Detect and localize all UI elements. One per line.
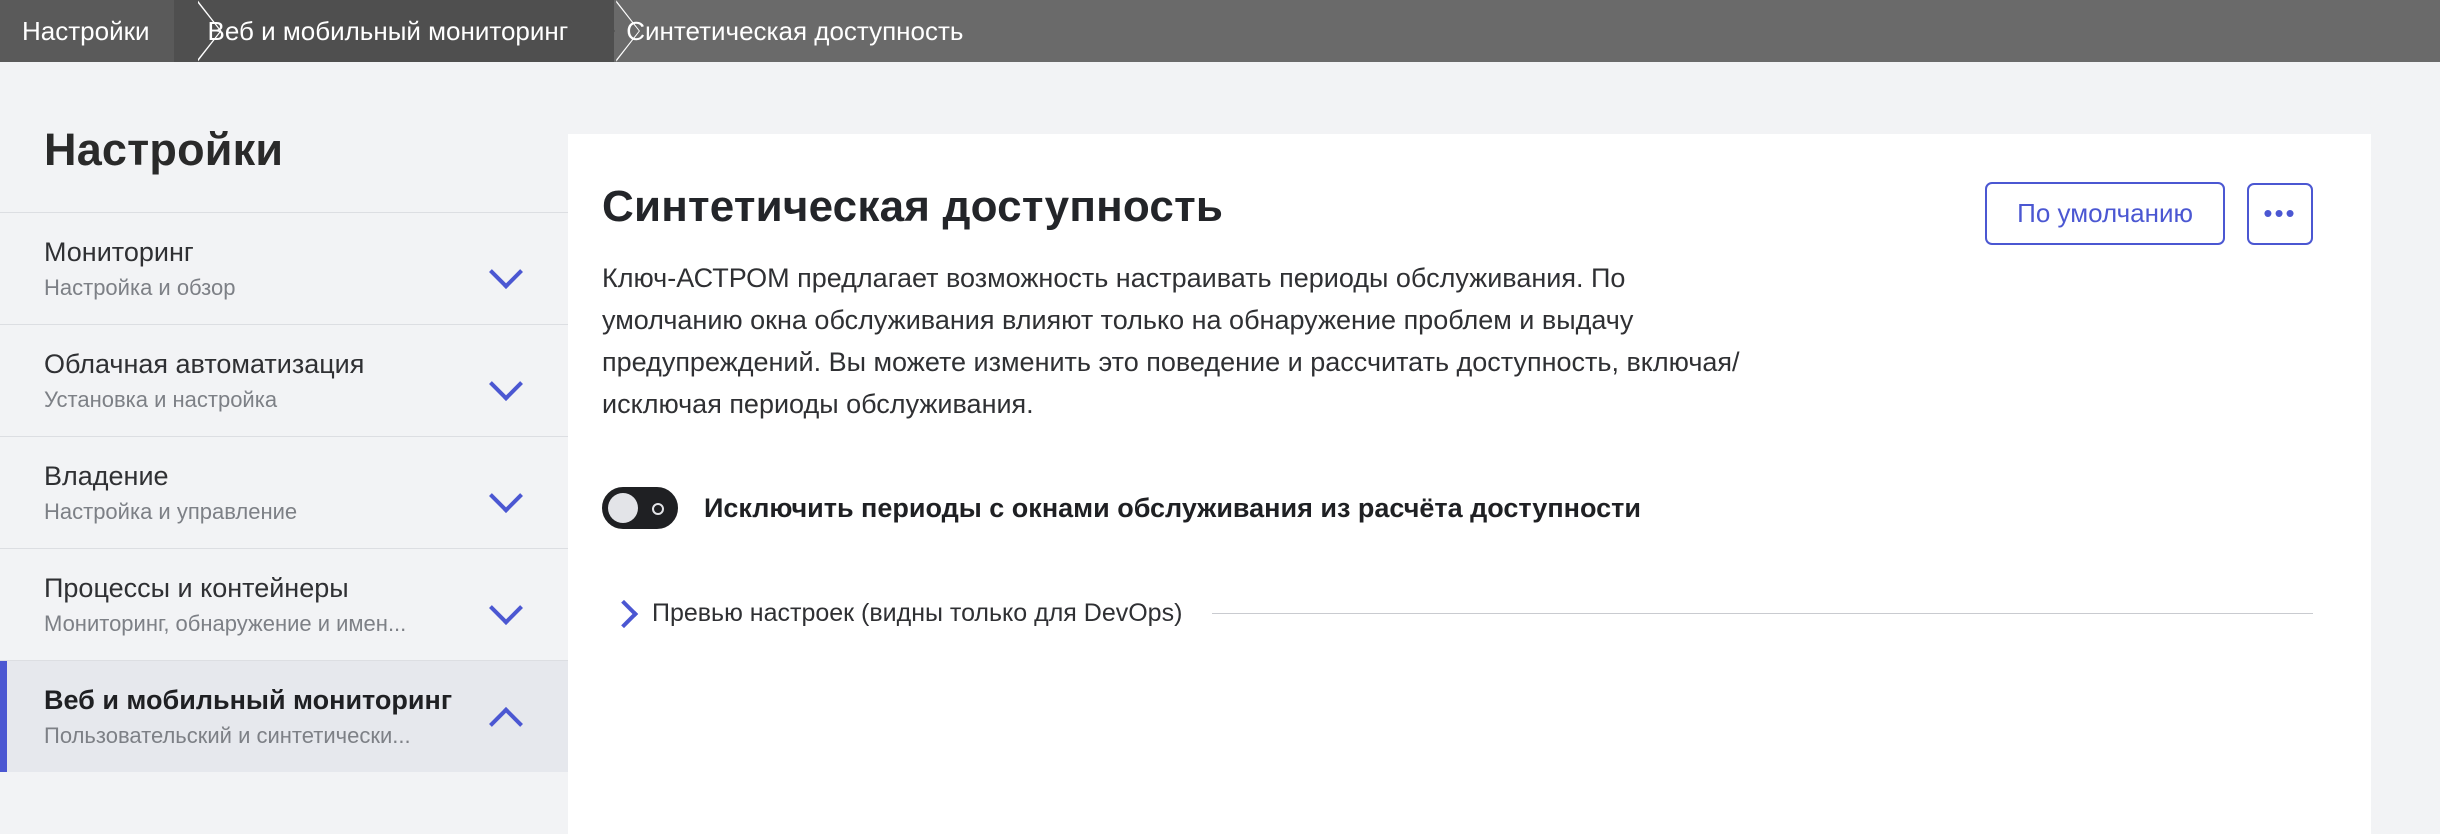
exclude-maintenance-toggle-label: Исключить периоды с окнами обслуживания из расчёта доступности: [704, 492, 1641, 523]
breadcrumb-item-label: Синтетическая доступность: [626, 15, 964, 46]
sidebar-item-label: Мониторинг: [44, 236, 194, 267]
exclude-maintenance-toggle-row: [602, 487, 2313, 529]
chevron-down-icon[interactable]: [490, 252, 524, 286]
sidebar-item-label: Облачная автоматизация: [44, 348, 365, 379]
breadcrumb-item-label: Настройки: [22, 15, 150, 46]
sidebar: [0, 62, 568, 834]
chevron-down-icon[interactable]: [490, 364, 524, 398]
settings-preview-label: Превью настроек (видны только для DevOps): [652, 599, 1183, 628]
sidebar-item-monitoring[interactable]: [0, 212, 568, 324]
sidebar-title: Настройки: [44, 124, 284, 175]
sidebar-item-label: Владение: [44, 460, 169, 491]
sidebar-item-web-mobile-monitoring[interactable]: [0, 660, 568, 772]
settings-preview-section[interactable]: [602, 599, 2313, 628]
sidebar-item-sublabel: Установка и настройка: [44, 386, 278, 412]
exclude-maintenance-toggle[interactable]: [602, 487, 678, 529]
sidebar-item-label: Веб и мобильный мониторинг: [44, 684, 453, 715]
settings-card: [568, 134, 2371, 834]
toggle-knob: [608, 493, 638, 523]
more-options-icon[interactable]: •••: [2247, 183, 2313, 245]
content-area: [568, 62, 2440, 834]
chevron-down-icon[interactable]: [490, 476, 524, 510]
chevron-up-icon[interactable]: [490, 700, 524, 734]
sidebar-item-ownership[interactable]: [0, 436, 568, 548]
card-header: [602, 182, 2313, 258]
chevron-down-icon[interactable]: [490, 588, 524, 622]
page-title: Синтетическая доступность: [602, 182, 1224, 231]
breadcrumb-item-settings[interactable]: [0, 0, 196, 62]
sidebar-item-sublabel: Настройка и обзор: [44, 274, 236, 300]
page-description: Ключ-АСТРОМ предлагает возможность настраивать периоды обслуживания. По умолчанию окна обслуживания влияют только на обнаружение проблем и выдачу предупреждений. Вы можете изменить это поведение и рассчитать доступность, включая/исключая периоды обслуживания.: [602, 263, 1740, 419]
page-body: [0, 62, 2440, 834]
set-default-button[interactable]: По умолчанию: [1985, 182, 2225, 245]
sidebar-item-label: Процессы и контейнеры: [44, 572, 349, 603]
breadcrumb-item-label: Веб и мобильный мониторинг: [207, 15, 569, 46]
breadcrumb-item-web-mobile-monitoring[interactable]: [174, 0, 615, 62]
toggle-off-indicator-icon: [652, 503, 664, 515]
sidebar-item-cloud-automation[interactable]: [0, 324, 568, 436]
breadcrumb-item-synthetic-availability[interactable]: [592, 0, 993, 62]
sidebar-item-sublabel: Мониторинг, обнаружение и имен...: [44, 610, 407, 636]
sidebar-item-sublabel: Настройка и управление: [44, 498, 298, 524]
section-divider: [1212, 613, 2313, 614]
breadcrumb: [0, 0, 2440, 62]
sidebar-item-sublabel: Пользовательский и синтетически...: [44, 722, 411, 748]
chevron-right-icon[interactable]: [610, 601, 636, 627]
header-actions: [1985, 182, 2313, 245]
sidebar-item-processes-containers[interactable]: [0, 548, 568, 660]
